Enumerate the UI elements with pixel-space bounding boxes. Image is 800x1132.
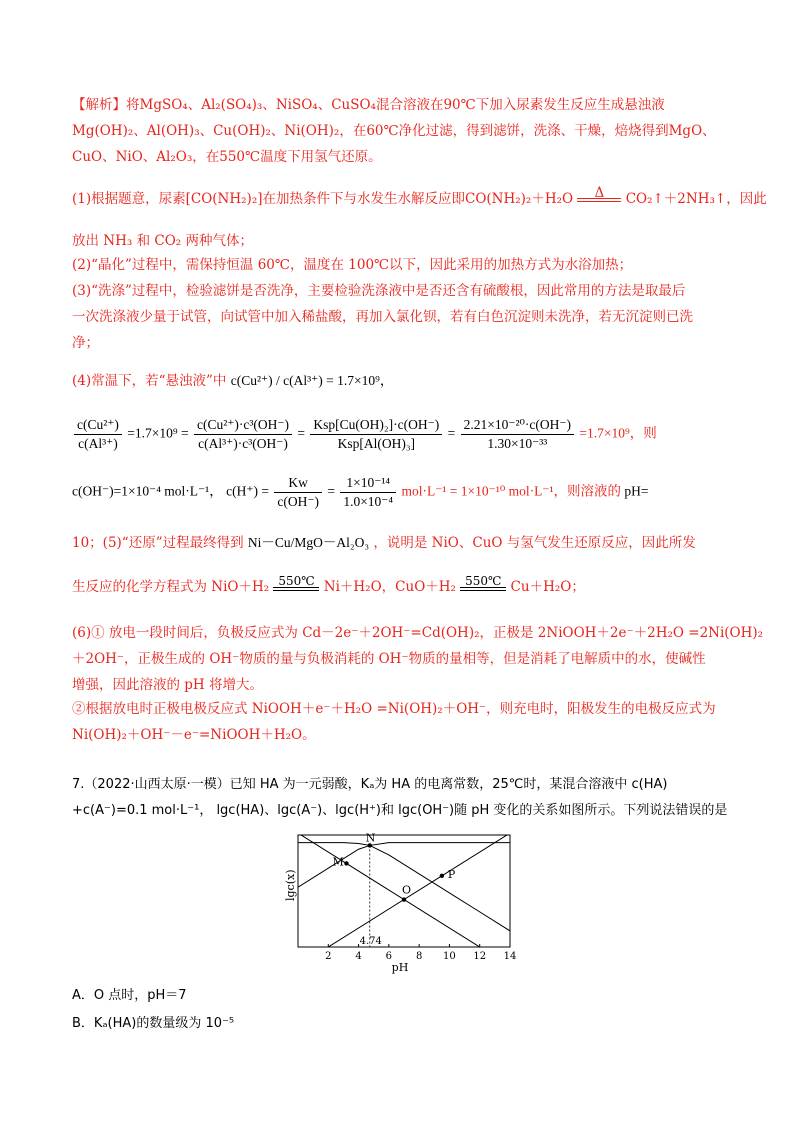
analysis-p3-a: (3)“洗涤”过程中，检验滤饼是否洗净，主要检验洗涤液中是否还含有硫酸根，因此常用的方法是取最后 (72, 283, 686, 299)
option-a[interactable]: A．O 点时，pH＝7 (72, 988, 187, 1003)
point-label-o: O (402, 883, 412, 897)
equation-ksp: $\frac{\text{c(Cu²⁺)}}{\text{c(Al³⁺)}}$ =1.7×10⁹ = $\frac{\text{c(Cu²⁺)·c³(OH⁻)}}{\text{c(Al³⁺)·c³(OH⁻)}}$ = $\frac{\text{Ksp[Cu(OH)₂]·c(OH⁻)}}{\text{Ksp[Al(OH)₃]}}$ = $\frac{\text{2.21×10⁻²⁰·c(OH⁻)}}{\text{1.30×10⁻³³}}$ =1.7×10⁹，则 (72, 416, 657, 453)
analysis-p6-a: (6)① 放电一段时间后，负极反应式为 Cd－2e⁻＋2OH⁻=Cd(OH)₂，正极是 2NiOOH＋2e⁻＋2H₂O =2Ni(OH)₂ (72, 625, 764, 641)
point-label-m: M (332, 855, 344, 869)
point-label-n: N (365, 831, 376, 845)
analysis-intro-2: Mg(OH)₂、Al(OH)₃、Cu(OH)₂、Ni(OH)₂，在60℃净化过滤，得到滤饼，洗涤、干燥，焙烧得到MgO、 (72, 123, 716, 139)
analysis-p5-reactions: 生反应的化学方程式为 NiO＋H₂ 550℃ Ni＋H₂O，CuO＋H₂ 550℃ Cu＋H₂O； (72, 574, 585, 595)
analysis-p1: (1)根据题意，尿素[CO(NH₂)₂]在加热条件下与水发生水解反应即CO(NH₂)₂＋H₂O Δ CO₂↑＋2NH₃↑，因此 (72, 185, 767, 207)
point-label-p: P (447, 867, 456, 881)
vline-label: 4.74 (359, 936, 382, 947)
x-tick-label: 12 (473, 951, 487, 962)
analysis-p6-d: ②根据放电时正极电极反应式 NiOOH＋e⁻＋H₂O =Ni(OH)₂＋OH⁻，则充电时，阳极发生的电极反应式为 (72, 701, 716, 717)
question-line-1: 7.（2022·山西太原·一模）已知 HA 为一元弱酸，Kₐ为 HA 的电离常数，25℃时，某混合溶液中 c(HA) (72, 777, 668, 792)
equation-ph: c(OH⁻)=1×10⁻⁴ mol·L⁻¹， c(H⁺) = $\frac{Kw}{c(OH^-)}$ = $\frac{\text{1×10⁻¹⁴}}{\text{1.0×10⁻⁴}}$ mol·L⁻¹ = 1×10⁻¹⁰ mol·L⁻¹，则溶液的 pH= (72, 475, 649, 509)
analysis-intro-3: CuO、NiO、Al₂O₃，在550℃温度下用氢气还原。 (72, 149, 382, 165)
analysis-p6-b: ＋2OH⁻，正极生成的 OH⁻物质的量与负极消耗的 OH⁻物质的量相等，但是消耗了电解质中的水，使碱性 (72, 651, 706, 667)
x-tick-label: 14 (503, 951, 517, 962)
ph-concentration-chart (284, 825, 528, 975)
point-p (440, 874, 444, 878)
y-axis-label: lgc(x) (284, 869, 297, 901)
analysis-tag: 【解析】 (72, 97, 126, 113)
heat-condition: Δ (594, 185, 605, 201)
analysis-p5: 10；(5)“还原”过程最终得到 Ni－Cu/MgO－Al₂O₃ ，说明是 NiO、CuO 与氢气发生还原反应，因此所发 (72, 535, 696, 551)
analysis-p1-cont: 放出 NH₃ 和 CO₂ 两种气体； (72, 233, 253, 249)
x-tick-label: 10 (443, 951, 456, 962)
x-tick-label: 4 (355, 951, 362, 962)
x-tick-label: 8 (415, 951, 423, 962)
analysis-intro-1: 【解析】将MgSO₄、Al₂(SO₄)₃、NiSO₄、CuSO₄混合溶液在90℃下加入尿素发生反应生成悬浊液 (72, 97, 665, 113)
x-tick-label: 2 (325, 951, 332, 962)
x-tick-label: 6 (385, 951, 393, 962)
analysis-p6-e: Ni(OH)₂＋OH⁻－e⁻=NiOOH＋H₂O。 (72, 727, 316, 743)
analysis-p2: (2)“晶化”过程中，需保持恒温 60℃，温度在 100℃以下，因此采用的加热方式为水浴加热； (72, 257, 633, 273)
ratio-expression: c(Cu²⁺) / c(Al³⁺) = 1.7×10⁹， (230, 373, 394, 388)
analysis-p3-c: 净； (72, 335, 99, 351)
question-line-2: +c(A⁻)=0.1 mol·L⁻¹， lgc(HA)、lgc(A⁻)、lgc(H⁺)和 lgc(OH⁻)随 pH 变化的关系如图所示。下列说法错误的是 (72, 803, 728, 818)
option-b[interactable]: B．Kₐ(HA)的数量级为 10⁻⁵ (72, 1016, 235, 1031)
x-axis-label: pH (391, 961, 409, 974)
point-o (402, 897, 406, 901)
analysis-p6-c: 增强，因此溶液的 pH 将增大。 (72, 677, 263, 693)
analysis-p4: (4)常温下，若“悬浊液”中 c(Cu²⁺) / c(Al³⁺) = 1.7×10⁹， (72, 373, 394, 389)
analysis-p3-b: 一次洗涤液少量于试管，向试管中加入稀盐酸，再加入氯化钡，若有白色沉淀则未洗净，若无沉淀则已洗 (72, 309, 693, 325)
point-m (344, 861, 348, 865)
